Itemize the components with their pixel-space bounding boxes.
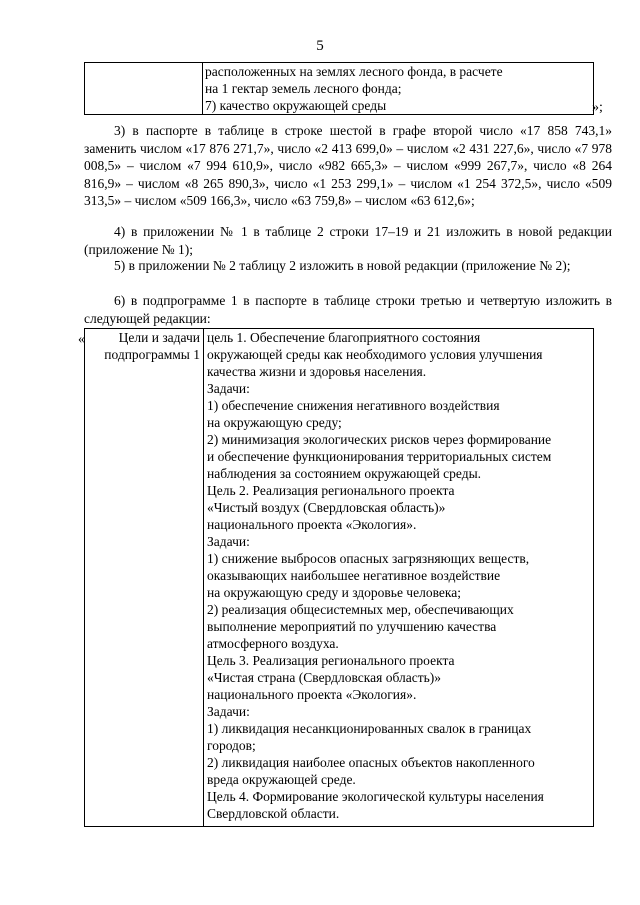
- continuation-table: [84, 62, 594, 115]
- goal-line: наблюдения за состоянием окружающей среды.: [207, 466, 482, 481]
- paragraph-text: 4) в приложении № 1 в таблице 2 строки 17–19 и 21 изложить в новой редакции (приложение № 1);: [84, 224, 612, 257]
- goal-line: на окружающую среду;: [207, 415, 342, 430]
- goal-line: атмосферного воздуха.: [207, 636, 339, 651]
- goal-line: 1) ликвидация несанкционированных свалок в границах: [207, 721, 532, 736]
- goal-line: 1) снижение выбросов опасных загрязняющих веществ,: [207, 551, 530, 566]
- goal-line: 2) ликвидация наиболее опасных объектов накопленного: [207, 755, 535, 770]
- paragraph-text: 6) в подпрограмме 1 в паспорте в таблице строки третью и четвертую изложить в следующей редакции:: [84, 293, 612, 326]
- goal-line: выполнение мероприятий по улучшению качества: [207, 619, 497, 634]
- goal-line: Цель 4. Формирование экологической культуры населения: [207, 789, 544, 804]
- goal-line: городов;: [207, 738, 256, 753]
- goal-line: Цель 3. Реализация регионального проекта: [207, 653, 455, 668]
- goals-table-left-cell: Цели и задачи подпрограммы 1: [85, 329, 204, 827]
- goals-table: [84, 328, 594, 827]
- goal-line: цель 1. Обеспечение благоприятного состояния: [207, 330, 481, 345]
- goal-line: Задачи:: [207, 704, 250, 719]
- goal-line: 2) минимизация экологических рисков через формирование: [207, 432, 552, 447]
- paragraph-item-4: [84, 223, 612, 258]
- opening-quote: «: [78, 331, 85, 346]
- table-line: расположенных на землях лесного фонда, в расчете: [205, 64, 503, 79]
- goal-line: национального проекта «Экология».: [207, 687, 417, 702]
- table-line: 7) качество окружающей среды: [205, 98, 387, 113]
- goal-line: 1) обеспечение снижения негативного воздействия: [207, 398, 500, 413]
- closing-quote: »;: [592, 100, 603, 115]
- goal-line: Цель 2. Реализация регионального проекта: [207, 483, 455, 498]
- table-line: на 1 гектар земель лесного фонда;: [205, 81, 402, 96]
- goal-line: вреда окружающей среде.: [207, 772, 356, 787]
- goal-line: окружающей среды как необходимого условия улучшения: [207, 347, 543, 362]
- goal-line: Задачи:: [207, 534, 250, 549]
- page-number: 5: [316, 38, 324, 54]
- paragraph-item-3: [84, 122, 612, 210]
- goals-table-right-cell: [204, 329, 594, 827]
- paragraph-text: 3) в паспорте в таблице в строке шестой в графе второй число «17 858 743,1» заменить числом «17 876 271,7», число «2 413 699,0» – числом «2 431 227,6», число «7 978 008,5» – числом «7 994 610,9», число «982 665,3» – числом «999 267,7», число «8 264 816,9» – числом «8 265 890,3», число «1 253 299,1» – числом «1 254 372,5», число «509 313,5» – числом «509 166,3», число «63 759,8» – числом «63 612,6»;: [84, 123, 612, 208]
- continuation-table-right-cell: [203, 63, 594, 115]
- goal-line: национального проекта «Экология».: [207, 517, 417, 532]
- paragraph-text: 5) в приложении № 2 таблицу 2 изложить в новой редакции (приложение № 2);: [114, 258, 571, 273]
- continuation-table-left-cell: [85, 63, 203, 115]
- goal-line: «Чистый воздух (Свердловская область)»: [207, 500, 446, 515]
- goal-line: Свердловской области.: [207, 806, 340, 821]
- goal-line: оказывающих наибольшее негативное воздействие: [207, 568, 501, 583]
- goal-line: 2) реализация общесистемных мер, обеспечивающих: [207, 602, 514, 617]
- goal-line: и обеспечение функционирования территориальных систем: [207, 449, 552, 464]
- goal-line: качества жизни и здоровья населения.: [207, 364, 427, 379]
- paragraph-item-5: [84, 257, 612, 275]
- paragraph-item-6: [84, 292, 612, 327]
- goal-line: на окружающую среду и здоровье человека;: [207, 585, 461, 600]
- goal-line: «Чистая страна (Свердловская область)»: [207, 670, 442, 685]
- goal-line: Задачи:: [207, 381, 250, 396]
